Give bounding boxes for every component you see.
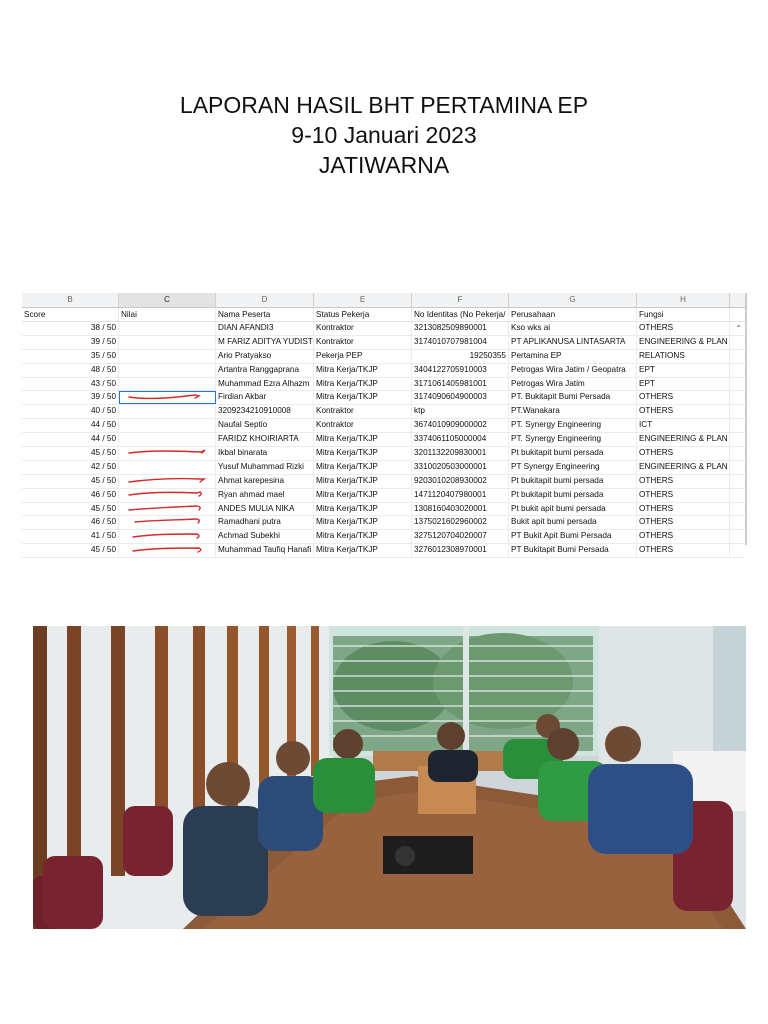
column-letter: D — [216, 293, 314, 307]
title-line-1: LAPORAN HASIL BHT PERTAMINA EP — [179, 92, 589, 118]
header-score: Score — [22, 308, 119, 321]
cell-nama[interactable]: DIAN AFANDI3 — [216, 322, 314, 335]
cell-status[interactable]: Mitra Kerja/TKJP — [314, 503, 412, 516]
cell-nama[interactable]: ANDES MULIA NIKA — [216, 503, 314, 516]
cell-fungsi[interactable]: OTHERS — [637, 475, 730, 488]
cell-nama[interactable]: Yusuf Muhammad Rizki — [216, 461, 314, 474]
cell-status[interactable]: Pekerja PEP — [314, 350, 412, 363]
cell-score[interactable]: 45 / 50 — [22, 503, 119, 516]
cell-score[interactable]: 42 / 50 — [22, 461, 119, 474]
cell-perusahaan[interactable]: Petrogas Wira Jatim — [509, 378, 637, 391]
cell-fungsi[interactable]: OTHERS — [637, 516, 730, 529]
cell-perusahaan[interactable]: Kso wks ai — [509, 322, 637, 335]
title-line-2: 9-10 Januari 2023 — [291, 122, 477, 148]
cell-nama[interactable]: Artantra Ranggaprana — [216, 364, 314, 377]
table-row[interactable] — [22, 530, 745, 544]
column-letter: H — [637, 293, 730, 307]
cell-nama[interactable]: Firdian Akbar — [216, 391, 314, 404]
cell-perusahaan[interactable]: Pertamina EP — [509, 350, 637, 363]
column-letter: E — [314, 293, 412, 307]
cell-status[interactable]: Mitra Kerja/TKJP — [314, 378, 412, 391]
handwritten-mark-icon — [127, 476, 209, 486]
cell-nama[interactable]: 3209234210910008 — [216, 405, 314, 418]
cell-no-identitas[interactable]: 3374061105000004 — [412, 433, 509, 446]
cell-nama[interactable]: Ahmat karepesina — [216, 475, 314, 488]
cell-score[interactable]: 41 / 50 — [22, 530, 119, 543]
cell-score[interactable]: 46 / 50 — [22, 489, 119, 502]
cell-fungsi[interactable]: ENGINEERING & PLAN — [637, 336, 730, 349]
cell-fungsi[interactable]: EPT — [637, 364, 730, 377]
cell-score[interactable]: 43 / 50 — [22, 378, 119, 391]
cell-nilai[interactable] — [119, 516, 216, 529]
cell-perusahaan[interactable]: PT Bukit Apit Bumi Persada — [509, 530, 637, 543]
cell-no-identitas[interactable]: 3275120704020007 — [412, 530, 509, 543]
cell-fungsi[interactable]: ENGINEERING & PLAN — [637, 433, 730, 446]
cell-no-identitas[interactable]: ktp — [412, 405, 509, 418]
cell-no-identitas[interactable]: 1308160403020001 — [412, 503, 509, 516]
cell-perusahaan[interactable]: PT. Synergy Engineering — [509, 419, 637, 432]
cell-score[interactable]: 46 / 50 — [22, 516, 119, 529]
cell-no-identitas[interactable]: 3174090604900003 — [412, 391, 509, 404]
cell-fungsi[interactable]: ENGINEERING & PLAN — [637, 461, 730, 474]
cell-perusahaan[interactable]: PT APLIKANUSA LINTASARTA — [509, 336, 637, 349]
cell-no-identitas[interactable]: 3174010707981004 — [412, 336, 509, 349]
cell-nama[interactable]: Naufal Septio — [216, 419, 314, 432]
cell-no-identitas[interactable]: 1375021602960002 — [412, 516, 509, 529]
cell-score[interactable]: 45 / 50 — [22, 544, 119, 557]
table-body — [22, 322, 745, 558]
cell-nama[interactable]: FARIDZ KHOIRIARTA — [216, 433, 314, 446]
cell-fungsi[interactable]: OTHERS — [637, 322, 730, 335]
cell-status[interactable]: Mitra Kerja/TKJP — [314, 364, 412, 377]
cell-score[interactable]: 48 / 50 — [22, 364, 119, 377]
cell-nilai[interactable] — [119, 336, 216, 349]
table-row[interactable] — [22, 489, 745, 503]
spreadsheet-screenshot — [22, 293, 747, 555]
title-line-3: JATIWARNA — [318, 152, 450, 178]
cell-no-identitas[interactable]: 1471120407980001 — [412, 489, 509, 502]
scroll-up-icon[interactable]: ⌃ — [735, 324, 742, 333]
cell-nilai[interactable] — [119, 433, 216, 446]
cell-status[interactable]: Mitra Kerja/TKJP — [314, 516, 412, 529]
cell-perusahaan[interactable]: PT. Synergy Engineering — [509, 433, 637, 446]
cell-status[interactable]: Kontraktor — [314, 405, 412, 418]
column-letter: G — [509, 293, 637, 307]
cell-status[interactable]: Mitra Kerja/TKJP — [314, 391, 412, 404]
cell-perusahaan[interactable]: Pt bukit apit bumi persada — [509, 503, 637, 516]
table-row[interactable] — [22, 447, 745, 461]
cell-nama[interactable]: M FARIZ ADITYA YUDIST — [216, 336, 314, 349]
cell-no-identitas[interactable]: 3404122705910003 — [412, 364, 509, 377]
cell-nilai[interactable] — [119, 447, 216, 460]
cell-nama[interactable]: Muhammad Ezra Alhazm — [216, 378, 314, 391]
cell-no-identitas[interactable]: 3674010909000002 — [412, 419, 509, 432]
handwritten-mark-icon — [127, 448, 209, 458]
cell-fungsi[interactable]: RELATIONS — [637, 350, 730, 363]
cell-score[interactable]: 44 / 50 — [22, 433, 119, 446]
table-header-row — [22, 308, 745, 322]
cell-perusahaan[interactable]: PT. Bukitapit Bumi Persada — [509, 391, 637, 404]
cell-perusahaan[interactable]: Pt bukitapit bumi persada — [509, 489, 637, 502]
cell-status[interactable]: Kontraktor — [314, 322, 412, 335]
column-letter-header — [22, 293, 745, 308]
group-photo — [33, 626, 746, 929]
header-fungsi: Fungsi — [637, 308, 730, 321]
handwritten-mark-icon — [127, 392, 209, 402]
cell-nama[interactable]: Ramadhani putra — [216, 516, 314, 529]
cell-no-identitas[interactable]: 9203010208930002 — [412, 475, 509, 488]
cell-nama[interactable]: Achmad Subekhi — [216, 530, 314, 543]
meeting-room-photo — [33, 626, 746, 929]
table-row[interactable] — [22, 461, 745, 475]
header-perusahaan: Perusahaan — [509, 308, 637, 321]
cell-nilai[interactable] — [119, 419, 216, 432]
cell-score[interactable]: 44 / 50 — [22, 419, 119, 432]
cell-perusahaan[interactable]: Petrogas Wira Jatim / Geopatra — [509, 364, 637, 377]
cell-fungsi[interactable]: EPT — [637, 378, 730, 391]
column-letter: F — [412, 293, 509, 307]
cell-nama[interactable]: Ikbal binarata — [216, 447, 314, 460]
cell-nilai[interactable] — [119, 544, 216, 557]
column-letter: C — [119, 293, 216, 307]
table-row[interactable] — [22, 544, 745, 558]
cell-nilai[interactable] — [119, 475, 216, 488]
cell-fungsi[interactable]: OTHERS — [637, 391, 730, 404]
cell-fungsi[interactable]: OTHERS — [637, 503, 730, 516]
header-status: Status Pekerja — [314, 308, 412, 321]
cell-fungsi[interactable]: OTHERS — [637, 489, 730, 502]
table-row[interactable] — [22, 516, 745, 530]
cell-perusahaan[interactable]: PT Bukitapit Bumi Persada — [509, 544, 637, 557]
cell-score[interactable]: 39 / 50 — [22, 391, 119, 404]
handwritten-mark-icon — [127, 545, 209, 555]
cell-perusahaan[interactable]: Pt bukitapit bumi persada — [509, 447, 637, 460]
cell-no-identitas[interactable]: 3213082509890001 — [412, 322, 509, 335]
header-nilai: Nilai — [119, 308, 216, 321]
cell-status[interactable]: Mitra Kerja/TKJP — [314, 530, 412, 543]
cell-nama[interactable]: Ryan ahmad mael — [216, 489, 314, 502]
cell-perusahaan[interactable]: Pt bukitapit bumi persada — [509, 475, 637, 488]
cell-score[interactable]: 35 / 50 — [22, 350, 119, 363]
cell-status[interactable]: Mitra Kerja/TKJP — [314, 489, 412, 502]
cell-nilai[interactable] — [119, 530, 216, 543]
cell-fungsi[interactable]: OTHERS — [637, 530, 730, 543]
cell-score[interactable]: 40 / 50 — [22, 405, 119, 418]
cell-score[interactable]: 45 / 50 — [22, 447, 119, 460]
cell-fungsi[interactable]: OTHERS — [637, 405, 730, 418]
table-row[interactable] — [22, 378, 745, 392]
cell-nilai[interactable] — [119, 364, 216, 377]
table-row[interactable] — [22, 336, 745, 350]
header-no-identitas: No Identitas (No Pekerja/ — [412, 308, 509, 321]
cell-nilai[interactable] — [119, 391, 216, 404]
cell-nilai[interactable] — [119, 405, 216, 418]
cell-nilai[interactable] — [119, 350, 216, 363]
cell-status[interactable]: Mitra Kerja/TKJP — [314, 544, 412, 557]
cell-score[interactable]: 39 / 50 — [22, 336, 119, 349]
table-row[interactable] — [22, 391, 745, 405]
table-row[interactable] — [22, 503, 745, 517]
cell-nilai[interactable] — [119, 378, 216, 391]
cell-score[interactable]: 45 / 50 — [22, 475, 119, 488]
cell-fungsi[interactable]: OTHERS — [637, 447, 730, 460]
table-row[interactable] — [22, 364, 745, 378]
cell-status[interactable]: Mitra Kerja/TKJP — [314, 447, 412, 460]
table-row[interactable] — [22, 433, 745, 447]
cell-perusahaan[interactable]: PT.Wanakara — [509, 405, 637, 418]
handwritten-mark-icon — [127, 504, 209, 514]
cell-nama[interactable]: Ario Pratyakso — [216, 350, 314, 363]
cell-nilai[interactable] — [119, 461, 216, 474]
handwritten-mark-icon — [127, 531, 209, 541]
table-row[interactable] — [22, 419, 745, 433]
cell-perusahaan[interactable]: Bukit apit bumi persada — [509, 516, 637, 529]
table-row[interactable] — [22, 405, 745, 419]
cell-status[interactable]: Kontraktor — [314, 419, 412, 432]
table-row[interactable] — [22, 322, 745, 336]
cell-status[interactable]: Kontraktor — [314, 336, 412, 349]
document-title — [0, 90, 768, 180]
cell-no-identitas[interactable]: 3171061405981001 — [412, 378, 509, 391]
cell-nilai[interactable] — [119, 489, 216, 502]
cell-score[interactable]: 38 / 50 — [22, 322, 119, 335]
cell-no-identitas[interactable]: 3310020503000001 — [412, 461, 509, 474]
cell-status[interactable]: Mitra Kerja/TKJP — [314, 461, 412, 474]
column-letter: B — [22, 293, 119, 307]
cell-status[interactable]: Mitra Kerja/TKJP — [314, 433, 412, 446]
cell-status[interactable]: Mitra Kerja/TKJP — [314, 475, 412, 488]
handwritten-mark-icon — [127, 490, 209, 500]
cell-no-identitas[interactable]: 19250355 — [412, 350, 509, 363]
cell-nilai[interactable] — [119, 322, 216, 335]
cell-no-identitas[interactable]: 3276012308970001 — [412, 544, 509, 557]
cell-nama[interactable]: Muhammad Taufiq Hanafi — [216, 544, 314, 557]
cell-no-identitas[interactable]: 3201132209830001 — [412, 447, 509, 460]
table-row[interactable] — [22, 350, 745, 364]
cell-fungsi[interactable]: OTHERS — [637, 544, 730, 557]
header-nama: Nama Peserta — [216, 308, 314, 321]
cell-nilai[interactable] — [119, 503, 216, 516]
table-row[interactable] — [22, 475, 745, 489]
handwritten-mark-icon — [127, 517, 209, 527]
cell-perusahaan[interactable]: PT Synergy Engineering — [509, 461, 637, 474]
cell-fungsi[interactable]: ICT — [637, 419, 730, 432]
